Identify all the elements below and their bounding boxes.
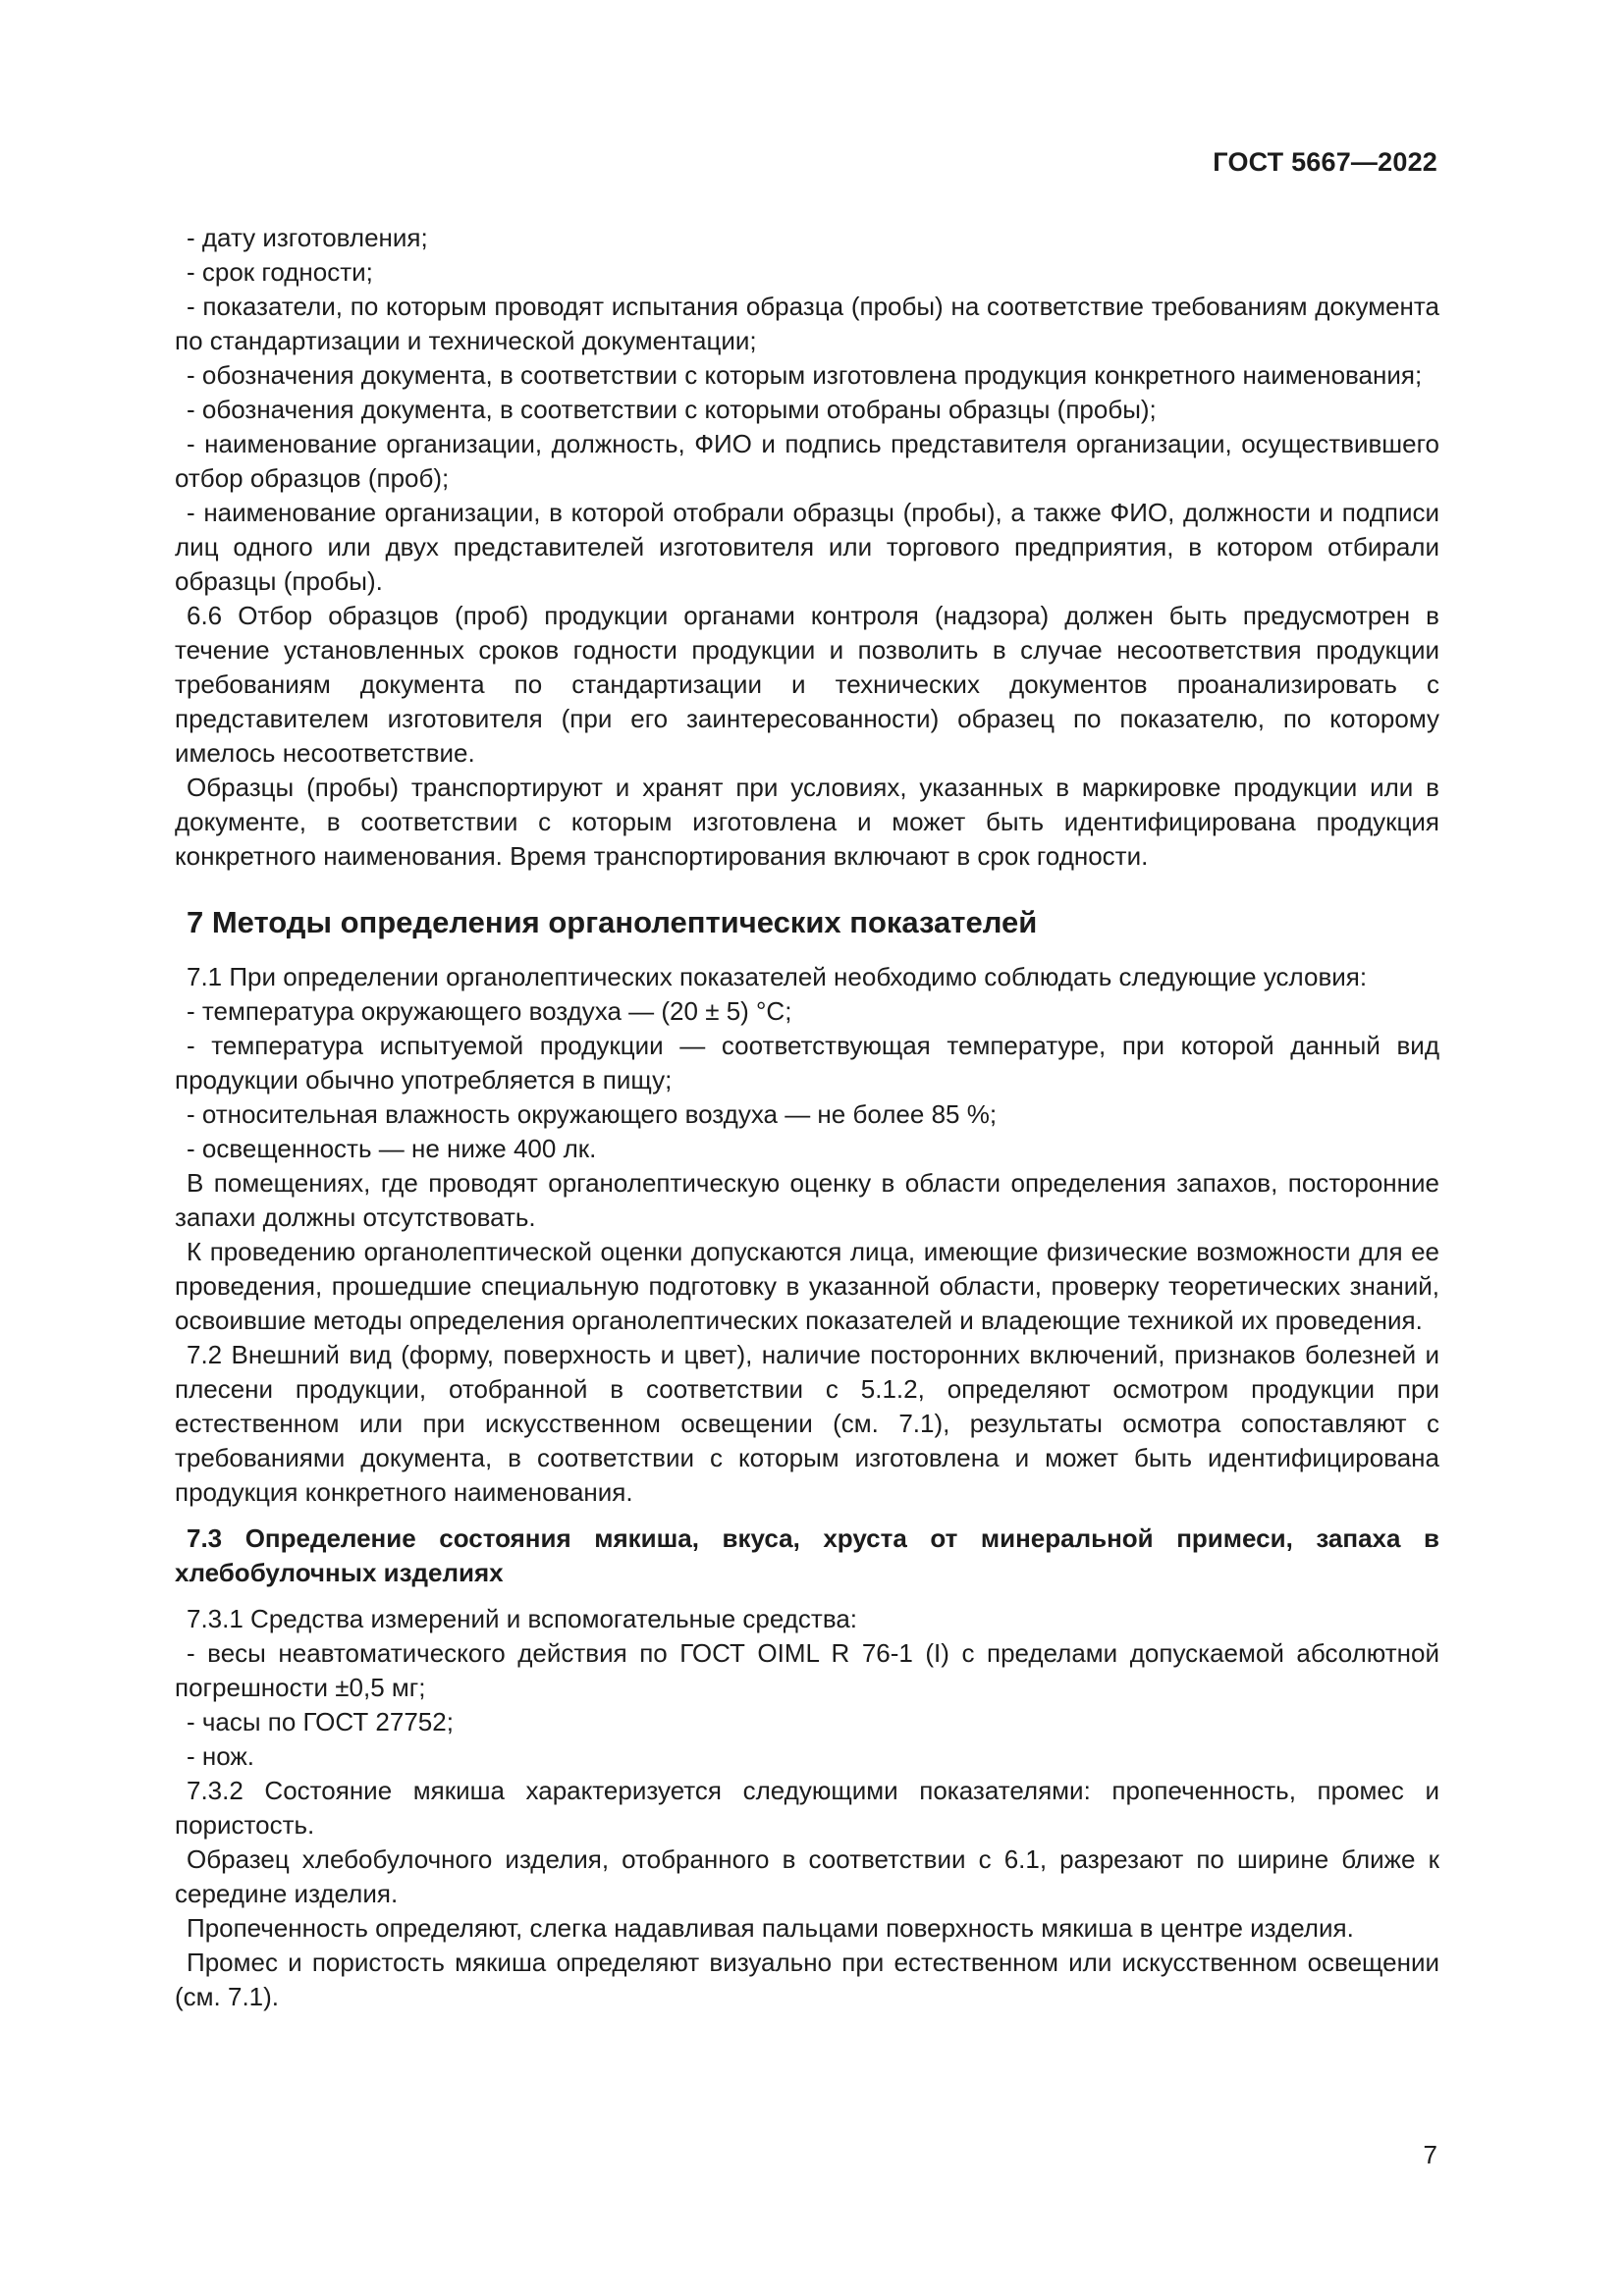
list-item: - наименование организации, должность, ФИО и подпись представителя организации, осуществившего отбор образцов (проб); bbox=[175, 429, 1439, 493]
list-item: - дату изготовления; bbox=[187, 223, 428, 252]
list-item: - обозначения документа, в соответствии с которым изготовлена продукция конкретного наименования; bbox=[187, 360, 1423, 390]
list-item: - нож. bbox=[187, 1741, 255, 1771]
paragraph: В помещениях, где проводят органолептическую оценку в области определения запахов, посторонние запахи должны отсутствовать. bbox=[175, 1168, 1439, 1232]
paragraph-7-3-2: 7.3.2 Состояние мякиша характеризуется следующими показателями: пропеченность, промес и пористость. bbox=[175, 1776, 1439, 1840]
list-item: - срок годности; bbox=[187, 257, 373, 287]
list-item: - наименование организации, в которой отобрали образцы (пробы), а также ФИО, должности и подписи лиц одного или двух представителей изготовителя или торгового предприятия, в котором отбирали образцы (пробы). bbox=[175, 498, 1439, 596]
list-item: - относительная влажность окружающего воздуха — не более 85 %; bbox=[187, 1099, 998, 1129]
paragraph: Пропеченность определяют, слегка надавливая пальцами поверхность мякиша в центре изделия. bbox=[187, 1913, 1354, 1943]
paragraph-7-1: 7.1 При определении органолептических показателей необходимо соблюдать следующие условия: bbox=[187, 962, 1368, 991]
list-item: - температура испытуемой продукции — соответствующая температуре, при которой данный вид продукции обычно употребляется в пищу; bbox=[175, 1031, 1439, 1095]
subsection-title-7-3: 7.3 Определение состояния мякиша, вкуса, хруста от минеральной примеси, запаха в хлебобулочных изделиях bbox=[175, 1523, 1439, 1587]
list-item: - часы по ГОСТ 27752; bbox=[187, 1707, 454, 1736]
page-body bbox=[175, 221, 1439, 2014]
section-title-7: 7 Методы определения органолептических показателей bbox=[187, 905, 1038, 939]
paragraph-7-2: 7.2 Внешний вид (форму, поверхность и цвет), наличие посторонних включений, признаков болезней и плесени продукции, отобранной в соответствии с 5.1.2, определяют осмотром продукции при естественном или при искусственном освещении (см. 7.1), результаты осмотра сопоставляют с требованиями документа, в соответствии с которым изготовлена и может быть идентифицирована продукция конкретного наименования. bbox=[175, 1340, 1439, 1507]
list-item: - показатели, по которым проводят испытания образца (пробы) на соответствие требованиям документа по стандартизации и технической документации; bbox=[175, 292, 1439, 355]
page-number: 7 bbox=[1423, 2140, 1437, 2169]
paragraph: Промес и пористость мякиша определяют визуально при естественном или искусственном освещении (см. 7.1). bbox=[175, 1948, 1439, 2011]
list-item: - весы неавтоматического действия по ГОСТ OIML R 76-1 (I) с пределами допускаемой абсолютной погрешности ±0,5 мг; bbox=[175, 1638, 1439, 1702]
paragraph: Образцы (пробы) транспортируют и хранят при условиях, указанных в маркировке продукции или в документе, в соответствии с которым изготовлена и может быть идентифицирована продукция конкретного наименования. Время транспортирования включают в срок годности. bbox=[175, 773, 1439, 871]
paragraph: Образец хлебобулочного изделия, отобранного в соответствии с 6.1, разрезают по ширине ближе к середине изделия. bbox=[175, 1844, 1439, 1908]
paragraph-6-6: 6.6 Отбор образцов (проб) продукции органами контроля (надзора) должен быть предусмотрен в течение установленных сроков годности продукции и позволить в случае несоответствия продукции требованиям документа по стандартизации и технических документов проанализировать с представителем изготовителя (при его заинтересованности) образец по показателю, по которому имелось несоответствие. bbox=[175, 601, 1439, 768]
list-item: - обозначения документа, в соответствии с которыми отобраны образцы (пробы); bbox=[187, 395, 1157, 424]
paragraph-7-3-1: 7.3.1 Средства измерений и вспомогательные средства: bbox=[187, 1604, 858, 1633]
paragraph: К проведению органолептической оценки допускаются лица, имеющие физические возможности для ее проведения, прошедшие специальную подготовку в указанной области, проверку теоретических знаний, освоившие методы определения органолептических показателей и владеющие техникой их проведения. bbox=[175, 1237, 1439, 1335]
list-item: - освещенность — не ниже 400 лк. bbox=[187, 1134, 597, 1163]
list-item: - температура окружающего воздуха — (20 ± 5) °C; bbox=[187, 996, 792, 1026]
document-header: ГОСТ 5667—2022 bbox=[1213, 147, 1437, 177]
